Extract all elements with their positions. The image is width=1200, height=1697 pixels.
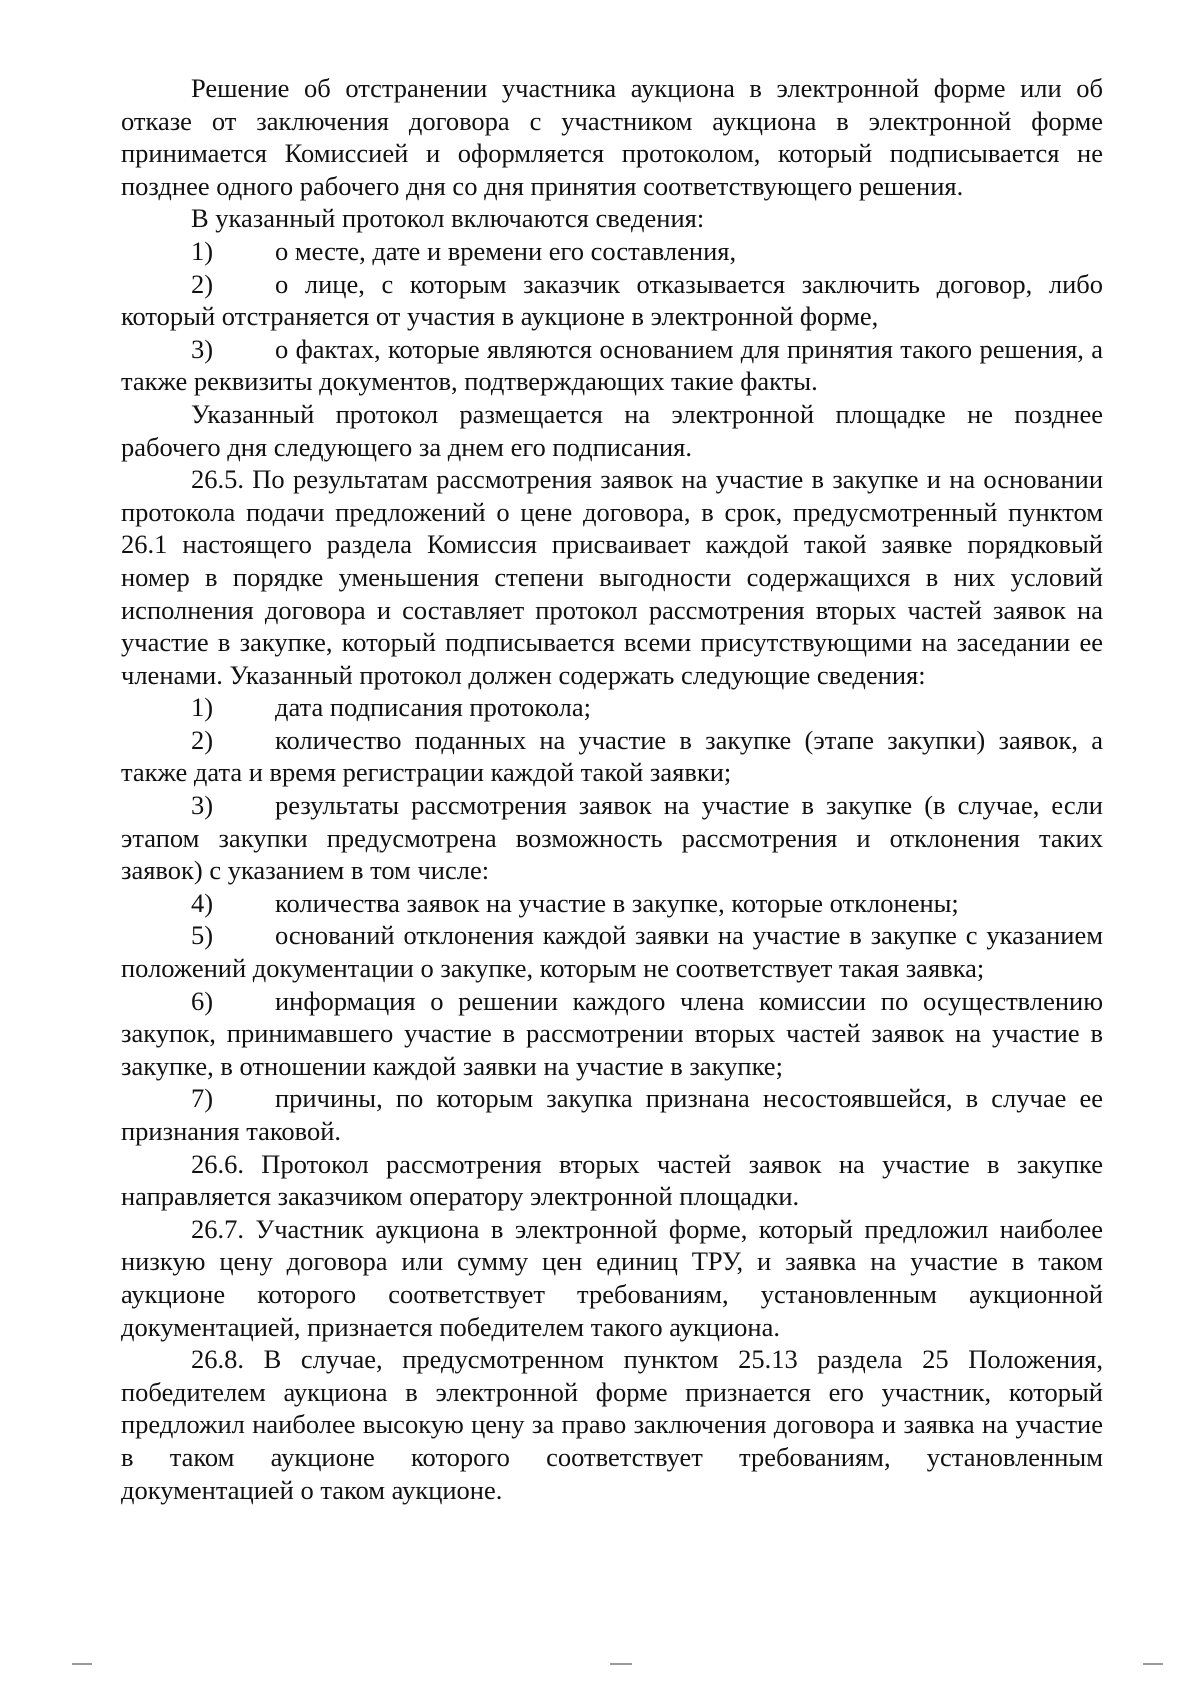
list-number: 3) [191,333,214,364]
list-item [121,268,1103,333]
list-number: 3) [191,790,214,821]
list-text: количество поданных на участие в закупке (этапе закупки) заявок, а также дата и время регистрации каждой такой заявки; [121,724,1103,788]
list-number: 7) [191,1083,214,1114]
list-item [121,691,1103,724]
list-item [121,1082,1103,1147]
paragraph: Решение об отстранении участника аукциона в электронной форме или об отказе от заключения договора с участником аукциона в электронной форме принимается Комиссией и оформляется протоколом, который подписывается не позднее одного рабочего дня со дня принятия соответствующего решения. [121,73,1103,201]
paragraph: 26.8. В случае, предусмотренном пунктом 25.13 раздела 25 Положения, победителем аукциона в электронной форме признается его участник, который предложил наиболее высокую цену за право заключения договора и заявка на участие в таком аукционе которого соответствует требованиям, установленным документацией о таком аукционе. [121,1344,1103,1505]
list-text: количества заявок на участие в закупке, которые отклонены; [275,887,959,918]
list-item [121,887,1103,920]
list-text: оснований отклонения каждой заявки на участие в закупке с указанием положений документации о закупке, которым не соответствует такая заявка; [121,920,1103,984]
list-item [121,333,1103,398]
list-number: 5) [191,920,214,951]
scan-artifact [72,1663,92,1665]
scan-artifact [610,1663,632,1665]
list-number: 4) [191,887,214,918]
list-item [121,789,1103,887]
paragraph: В указанный протокол включаются сведения: [191,203,705,234]
list-number: 1) [191,235,214,266]
list-number: 2) [191,724,214,755]
list-text: информация о решении каждого члена комиссии по осуществлению закупок, принимавшего участие в рассмотрении вторых частей заявок на участие в закупке, в отношении каждой заявки на участие в закупке; [121,985,1103,1081]
list-number: 1) [191,692,214,723]
paragraph: 26.6. Протокол рассмотрения вторых частей заявок на участие в закупке направляется заказчиком оператору электронной площадки. [121,1148,1103,1212]
scan-artifact [1143,1663,1163,1665]
list-item [121,235,1103,268]
list-item [121,919,1103,984]
list-item [121,724,1103,789]
list-number: 2) [191,268,214,299]
list-text: о лице, с которым заказчик отказывается заключить договор, либо который отстраняется от участия в аукционе в электронной форме, [121,268,1103,332]
list-text: результаты рассмотрения заявок на участие в закупке (в случае, если этапом закупки предусмотрена возможность рассмотрения и отклонения таких заявок) с указанием в том числе: [121,790,1103,886]
list-number: 6) [191,985,214,1016]
document-page [121,72,1103,1506]
paragraph: 26.5. По результатам рассмотрения заявок на участие в закупке и на основании протокола подачи предложений о цене договора, в срок, предусмотренный пунктом 26.1 настоящего раздела Комиссия присваивает каждой такой заявке порядковый номер в порядке уменьшения степени выгодности содержащихся в них условий исполнения договора и составляет протокол рассмотрения вторых частей заявок на участие в закупке, который подписывается всеми присутствующими на заседании ее членами. Указанный протокол должен содержать следующие сведения: [121,464,1103,690]
list-text: причины, по которым закупка признана несостоявшейся, в случае ее признания таковой. [121,1083,1103,1146]
list-text: о фактах, которые являются основанием для принятия такого решения, а также реквизиты документов, подтверждающих такие факты. [121,333,1103,397]
list-text: дата подписания протокола; [275,692,591,723]
paragraph: 26.7. Участник аукциона в электронной форме, который предложил наиболее низкую цену договора или сумму цен единиц ТРУ, и заявка на участие в таком аукционе которого соответствует требованиям, установленным аукционной документацией, признается победителем такого аукциона. [121,1213,1103,1342]
list-text: о месте, дате и времени его составления, [275,235,737,266]
paragraph: Указанный протокол размещается на электронной площадке не позднее рабочего дня следующего за днем его подписания. [121,398,1103,462]
list-item [121,985,1103,1083]
